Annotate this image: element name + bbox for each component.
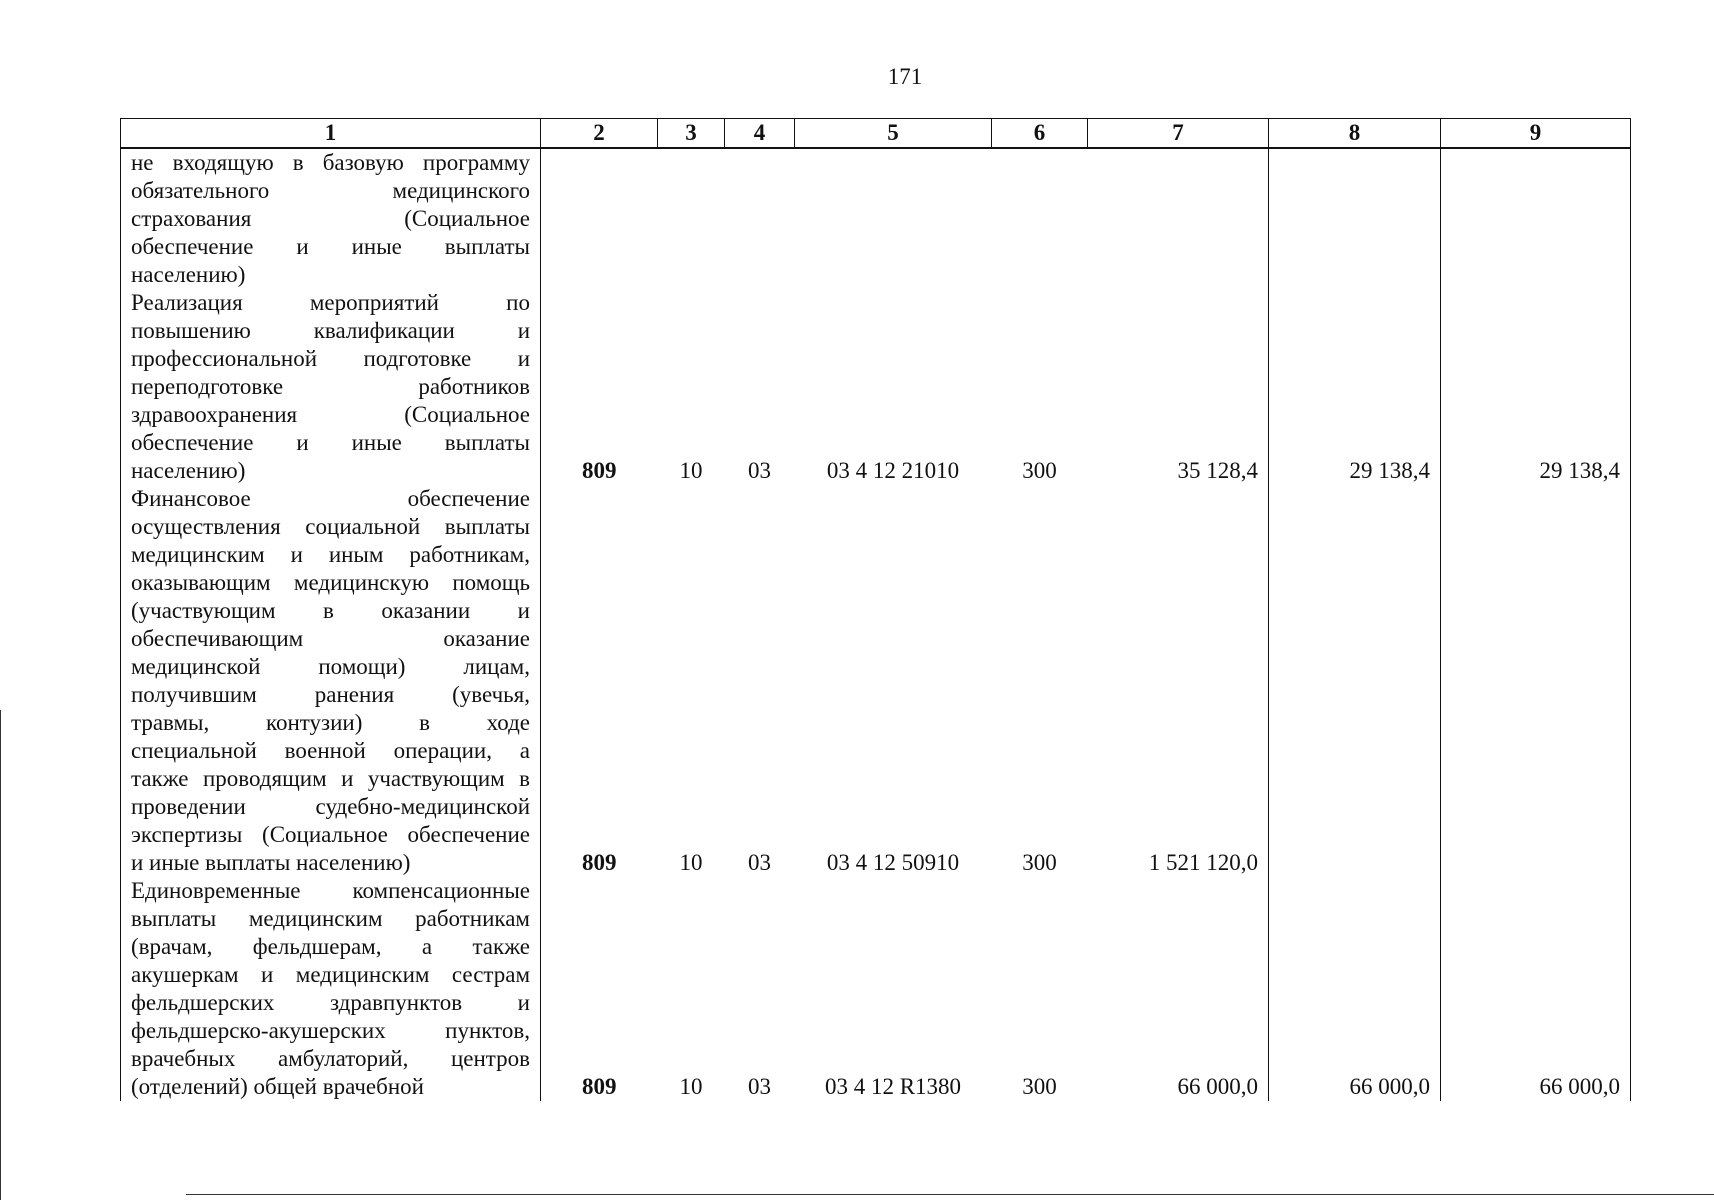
page-number: 171 — [887, 64, 923, 89]
description-line: (отделений) общей врачебной — [131, 1074, 424, 1099]
table-row — [121, 289, 1631, 485]
description-line: (участвующим в оказании и — [131, 598, 530, 623]
description-line: проведении судебно-медицинской — [131, 794, 530, 819]
col-5-value: 03 4 12 21010 — [826, 458, 960, 483]
col-4-value: 03 — [748, 1074, 771, 1099]
description-line: акушеркам и медицинским сестрам — [131, 962, 530, 987]
row-description — [121, 148, 541, 289]
description-line: профессиональной подготовке и — [131, 346, 530, 371]
description-line: медицинским и иным работникам, — [131, 542, 530, 567]
col-8-value — [1269, 148, 1441, 289]
header-col-1: 1 — [121, 119, 541, 149]
description-line: специальной военной операции, а — [131, 738, 530, 763]
description-line: фельдшерских здравпунктов и — [131, 990, 530, 1015]
col-3-value: 10 — [679, 458, 703, 483]
col-2-value: 809 — [582, 458, 617, 483]
col-7-value — [1088, 148, 1269, 289]
col-3-value: 10 — [679, 1074, 703, 1099]
description-line: обеспечение и иные выплаты — [131, 430, 530, 455]
description-line: не входящую в базовую программу — [131, 150, 530, 175]
table-row — [121, 148, 1631, 289]
col-8-value — [1269, 485, 1441, 877]
row-description — [121, 877, 541, 1101]
header-col-9: 9 — [1441, 119, 1631, 149]
header-col-6: 6 — [992, 119, 1088, 149]
col-7-value: 1 521 120,0 — [1088, 485, 1269, 877]
description-line: населению) — [131, 262, 246, 287]
col-5-value: 03 4 12 R1380 — [824, 1074, 962, 1099]
description-line: обеспечение и иные выплаты — [131, 234, 530, 259]
description-line: также проводящим и участвующим в — [131, 766, 530, 791]
col-4-value: 03 — [748, 850, 771, 875]
col-4-value — [725, 148, 795, 289]
description-line: переподготовке работников — [131, 374, 530, 399]
table-row — [121, 877, 1631, 1101]
col-2-value: 809 — [582, 1074, 617, 1099]
col-8-value: 66 000,0 — [1269, 877, 1441, 1101]
description-line: травмы, контузии) в ходе — [131, 710, 530, 735]
scan-edge-line — [0, 710, 1, 1200]
header-col-8: 8 — [1269, 119, 1441, 149]
col-6-value: 300 — [1022, 1074, 1057, 1099]
col-5-value — [795, 148, 992, 289]
description-line: населению) — [131, 458, 246, 483]
col-6-value: 300 — [1022, 850, 1057, 875]
col-9-value — [1441, 485, 1631, 877]
description-line: осуществления социальной выплаты — [131, 514, 530, 539]
col-6-value: 300 — [1022, 458, 1057, 483]
col-9-value: 66 000,0 — [1441, 877, 1631, 1101]
description-line: врачебных амбулаторий, центров — [131, 1046, 530, 1071]
description-line: медицинской помощи) лицам, — [131, 654, 530, 679]
description-line: здравоохранения (Социальное — [131, 402, 530, 427]
col-3-value — [658, 148, 725, 289]
header-col-2: 2 — [541, 119, 658, 149]
header-col-4: 4 — [725, 119, 795, 149]
col-2-value: 809 — [582, 850, 617, 875]
description-line: оказывающим медицинскую помощь — [131, 570, 530, 595]
col-7-value: 66 000,0 — [1088, 877, 1269, 1101]
description-line: экспертизы (Социальное обеспечение — [131, 822, 530, 847]
table-row — [121, 485, 1631, 877]
description-line: Единовременные компенсационные — [131, 878, 530, 903]
description-line: Финансовое обеспечение — [131, 486, 530, 511]
description-line: выплаты медицинским работникам — [131, 906, 530, 931]
col-9-value — [1441, 148, 1631, 289]
header-col-5: 5 — [795, 119, 992, 149]
row-description — [121, 289, 541, 485]
col-2-value — [541, 148, 658, 289]
page-bottom-rule — [186, 1194, 1714, 1195]
header-row — [121, 119, 1631, 149]
description-line: (врачам, фельдшерам, а также — [131, 934, 530, 959]
col-4-value: 03 — [748, 458, 771, 483]
description-line: и иные выплаты населению) — [131, 850, 411, 875]
description-line: обеспечивающим оказание — [131, 626, 530, 651]
col-5-value: 03 4 12 50910 — [826, 850, 960, 875]
col-7-value: 35 128,4 — [1088, 289, 1269, 485]
description-line: получившим ранения (увечья, — [131, 682, 530, 707]
description-line: повышению квалификации и — [131, 318, 530, 343]
header-col-3: 3 — [658, 119, 725, 149]
col-9-value: 29 138,4 — [1441, 289, 1631, 485]
description-line: обязательного медицинского — [131, 178, 530, 203]
budget-table — [120, 118, 1631, 1101]
col-6-value — [992, 148, 1088, 289]
description-line: Реализация мероприятий по — [131, 290, 530, 315]
row-description — [121, 485, 541, 877]
header-col-7: 7 — [1088, 119, 1269, 149]
col-3-value: 10 — [679, 850, 703, 875]
col-8-value: 29 138,4 — [1269, 289, 1441, 485]
description-line: фельдшерско-акушерских пунктов, — [131, 1018, 530, 1043]
description-line: страхования (Социальное — [131, 206, 530, 231]
